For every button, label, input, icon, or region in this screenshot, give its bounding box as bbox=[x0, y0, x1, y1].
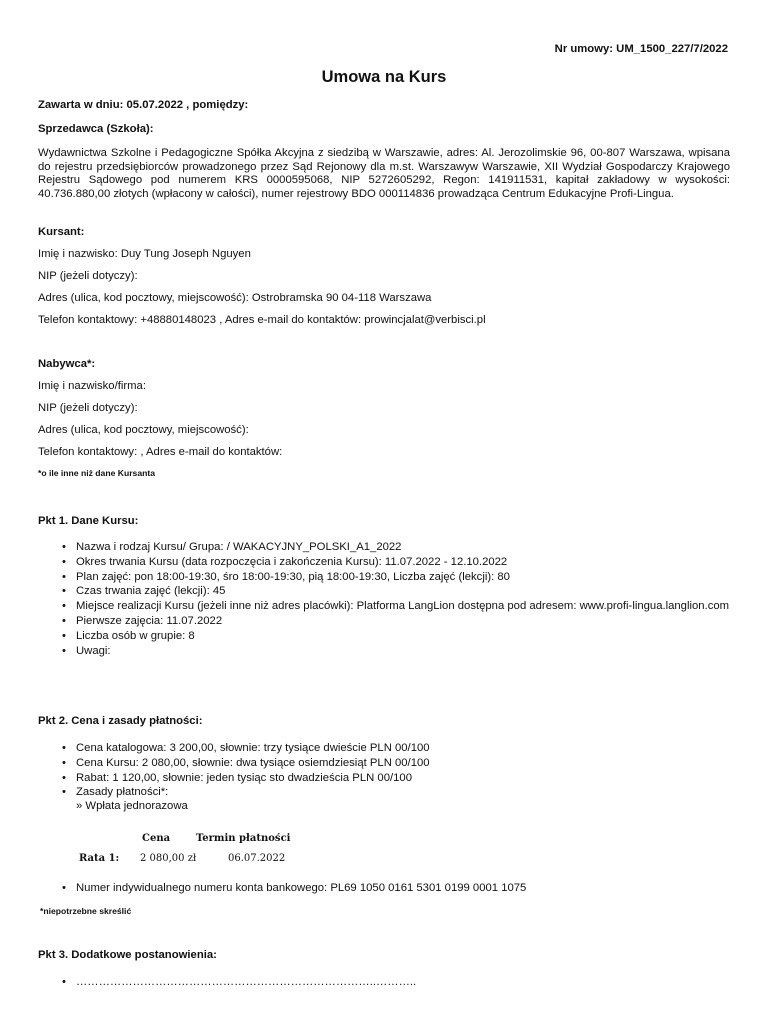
group-size: • Liczba osób w grupie: 8 bbox=[38, 629, 730, 644]
bank-account-number: • Numer indywidualnego numeru konta bankowego: PL69 1050 0161 5301 0199 0001 1075 bbox=[38, 881, 730, 896]
first-lesson: • Pierwsze zajęcia: 11.07.2022 bbox=[38, 614, 730, 629]
seller-heading: Sprzedawca (Szkoła): bbox=[38, 123, 154, 135]
student-name: Imię i nazwisko: Duy Tung Joseph Nguyen bbox=[38, 248, 251, 260]
discount: • Rabat: 1 120,00, słownie: jeden tysiąc sto dwadzieścia PLN 00/100 bbox=[38, 771, 730, 786]
buyer-heading: Nabywca*: bbox=[38, 358, 96, 370]
table-header-price: Cena bbox=[142, 833, 171, 844]
course-location: • Miejsce realizacji Kursu (jeżeli inne niż adres placówki): Platforma LangLion dostępna pod adresem: www.profi-lingua.langlion.com bbox=[38, 599, 730, 614]
lesson-duration: • Czas trwania zajęć (lekcji): 45 bbox=[38, 584, 730, 599]
table-header-due-date: Termin płatności bbox=[196, 833, 291, 844]
additional-item: • ……………………………………………………………………..……….. bbox=[38, 975, 730, 990]
seller-details: Wydawnictwa Szkolne i Pedagogiczne Spółka Akcyjna z siedzibą w Warszawie, adres: Al. Jerozolimskie 96, 00-807 Warszawa, wpisana do rejestru przedsiębiorców prowadzonego przez Sąd Rejonowy dla m.st. Warszawyw Warszawie, XII Wydział Gospodarczy Krajowego Rejestru Sądowego pod numerem KRS 0000595068, NIP 5272605292, Regon: 141911531, kapitał zakładowy w wysokości: 40.736.880,00 złotych (wpłacony w całości), numer rejestrowy BDO 000114836 prowadząca Centrum Edukacyjne Profi-Lingua. bbox=[38, 147, 730, 200]
price-list bbox=[38, 741, 730, 800]
course-price: • Cena Kursu: 2 080,00, słownie: dwa tysiące osiemdziesiąt PLN 00/100 bbox=[38, 756, 730, 771]
course-period: • Okres trwania Kursu (data rozpoczęcia i zakończenia Kursu): 11.07.2022 - 12.10.2022 bbox=[38, 555, 730, 570]
installment-label: Rata 1: bbox=[79, 853, 120, 864]
remarks: • Uwagi: bbox=[38, 644, 730, 659]
course-name: • Nazwa i rodzaj Kursu/ Grupa: / WAKACYJNY_POLSKI_A1_2022 bbox=[38, 540, 730, 555]
catalog-price: • Cena katalogowa: 3 200,00, słownie: trzy tysiące dwieście PLN 00/100 bbox=[38, 741, 730, 756]
buyer-contact: Telefon kontaktowy: , Adres e-mail do kontaktów: bbox=[38, 446, 283, 458]
installment-due-date: 06.07.2022 bbox=[228, 853, 286, 864]
course-details-list bbox=[38, 540, 730, 658]
payment-rules: • Zasady płatności*: bbox=[38, 785, 730, 800]
strike-note: *niepotrzebne skreślić bbox=[40, 906, 132, 916]
contract-number: Nr umowy: UM_1500_227/7/2022 bbox=[554, 43, 728, 55]
buyer-name: Imię i nazwisko/firma: bbox=[38, 380, 146, 392]
buyer-note: *o ile inne niż dane Kursanta bbox=[38, 468, 155, 478]
buyer-address: Adres (ulica, kod pocztowy, miejscowość): bbox=[38, 424, 249, 436]
course-schedule: • Plan zajęć: pon 18:00-19:30, śro 18:00-19:30, pią 18:00-19:30, Liczba zajęć (lekcji): 80 bbox=[38, 570, 730, 585]
course-heading: Pkt 1. Dane Kursu: bbox=[38, 515, 139, 527]
page-title: Umowa na Kurs bbox=[321, 68, 447, 86]
additional-list bbox=[38, 975, 730, 990]
additional-heading: Pkt 3. Dodatkowe postanowienia: bbox=[38, 949, 217, 961]
price-heading: Pkt 2. Cena i zasady płatności: bbox=[38, 715, 203, 727]
installment-amount: 2 080,00 zł bbox=[140, 853, 197, 864]
student-address: Adres (ulica, kod pocztowy, miejscowość): Ostrobramska 90 04-118 Warszawa bbox=[38, 292, 432, 304]
student-contact: Telefon kontaktowy: +48880148023 , Adres e-mail do kontaktów: prowincjalat@verbisci.pl bbox=[38, 314, 486, 326]
account-list bbox=[38, 881, 730, 896]
payment-mode: » Wpłata jednorazowa bbox=[76, 800, 188, 812]
student-heading: Kursant: bbox=[38, 226, 85, 238]
student-nip: NIP (jeżeli dotyczy): bbox=[38, 270, 138, 282]
buyer-nip: NIP (jeżeli dotyczy): bbox=[38, 402, 138, 414]
concluded-line: Zawarta w dniu: 05.07.2022 , pomiędzy: bbox=[38, 99, 249, 111]
